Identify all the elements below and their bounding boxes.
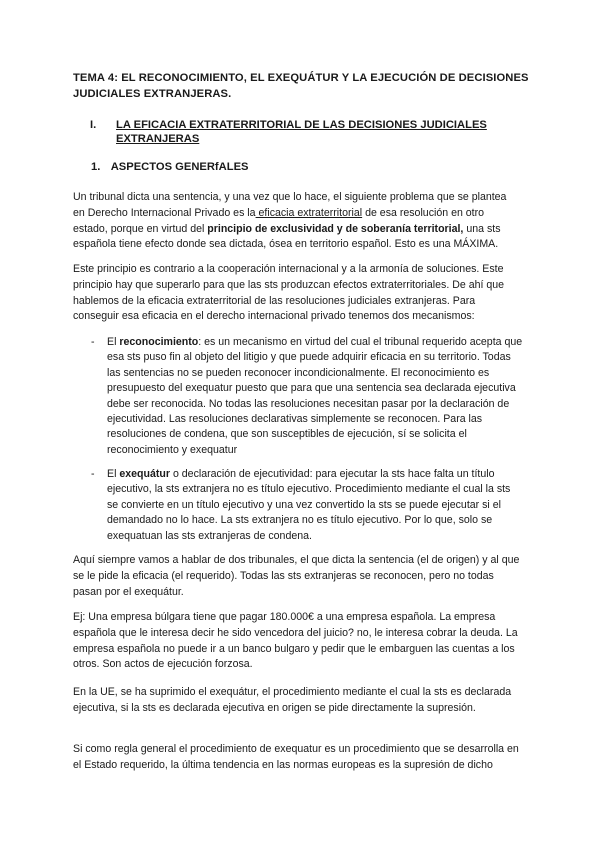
subsection-heading (91, 160, 249, 174)
paragraph-two-courts: Aquí siempre vamos a hablar de dos tribunales, el que dicta la sentencia (el de origen) y al que se le pide la eficacia (el requerido). Todas las sts extranjeras se reconocen, pero no todas pasan por el exequátur. (73, 554, 520, 598)
bullet-prefix: El (107, 468, 120, 480)
paragraph-principle: Este principio es contrario a la cooperación internacional y a la armonía de soluciones. Este principio hay que superarlo para que las sts produzcan efectos extraterritoriales. De ahí que hablemos de la eficacia extraterritorial de las resoluciones judiciales extranjeras. Para conseguir esa eficacia en el derecho internacional privado tenemos dos mecanismos: (73, 263, 505, 323)
p1-text-c: una sts española tiene efecto donde sea dictada, ósea en territorio español. Esto es una MÁXIMA. (73, 222, 501, 251)
paragraph-example: Ej: Una empresa búlgara tiene que pagar 180.000€ a una empresa española. La empresa española que le interesa decir he sido vencedora del juicio? no, le interesa cobrar la deuda. La empresa española no puede ir a un banco bulgaro y pedir que le embarguen las cuentas a los otros. Son actos de ejecución forzosa. (73, 611, 518, 671)
bullet-term: exequátur (119, 468, 171, 480)
bullet-text (107, 335, 523, 458)
bullet-body: : es un mecanismo en virtud del cual el tribunal requerido acepta que esa sts puso fin al objeto del litigio y que puede adquirir eficacia en su territorio. Todas las sentencias no se pueden reconocer incondicionalmente. El reconocimiento es presupuesto del exequatur puesto que para que una sentencia sea declarada ejecutiva debe ser reconocida. No todas las resoluciones necesitan pasar por la declaración de ejecutividad. Las resoluciones declarativas simplemente se reconocen. Para las resoluciones de condena, que son susceptibles de ejecución, sí se solicita el reconocimiento y exequatur (107, 336, 523, 456)
bullet-dash: - (91, 468, 95, 480)
paragraph-eu: En la UE, se ha suprimido el exequátur, el procedimiento mediante el cual la sts es declarada ejecutiva, si la sts es declarada ejecutiva en origen se pide directamente la supresión. (73, 686, 512, 714)
bullet-prefix: El (107, 336, 120, 348)
p1-text-b: de esa resolución en otro estado, porque en virtud del (73, 206, 485, 235)
p1-bold-term: principio de exclusividad y de soberanía territorial, (207, 222, 464, 235)
paragraph-intro (73, 190, 521, 253)
section-title-line-2: EXTRANJERAS (116, 133, 200, 145)
bullet-body: o declaración de ejecutividad: para ejecutar la sts hace falta un título ejecutivo, la sts extranjera no es título ejecutivo. Procedimiento mediante el cual la sts se convierte en un título ejecutivo y una vez convertido la sts se puede ejecutar si el demandado no lo hace. La sts extranjera no es título ejecutivo. Por lo que, solo se exequatuan las sts extranjeras de condena. (107, 468, 511, 542)
section-title-line-1: LA EFICACIA EXTRATERRITORIAL DE LAS DECISIONES JUDICIALES (116, 119, 487, 131)
subsection-number: 1. (91, 161, 101, 173)
document-title (73, 70, 533, 102)
section-number: I. (90, 119, 97, 131)
bullet-term: reconocimiento (119, 336, 199, 348)
paragraph-trend: Si como regla general el procedimiento de exequatur es un procedimiento que se desarrolla en el Estado requerido, la última tendencia en las normas europeas es la supresión de dicho (73, 743, 519, 771)
section-title (116, 118, 516, 146)
p1-underlined-term: eficacia extraterritorial (255, 206, 363, 219)
title-line-2: JUDICIALES EXTRANJERAS. (73, 88, 232, 100)
bullet-text (107, 467, 523, 544)
title-line-1: TEMA 4: EL RECONOCIMIENTO, EL EXEQUÁTUR Y LA EJECUCIÓN DE DECISIONES (73, 72, 529, 84)
p1-text-a: Un tribunal dicta una sentencia, y una vez que lo hace, el siguiente problema que se plantea en Derecho Internacional Privado es la (73, 191, 507, 219)
bullet-dash: - (91, 336, 95, 348)
subsection-title: ASPECTOS GENERfALES (110, 161, 249, 173)
